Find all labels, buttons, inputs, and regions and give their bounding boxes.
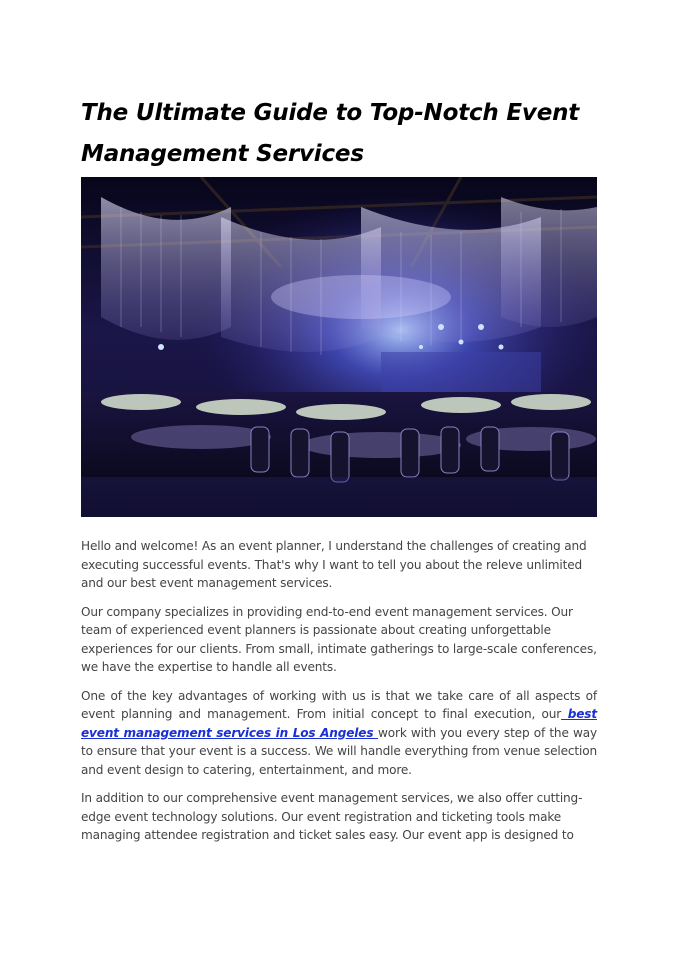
event-venue-illustration [81,177,597,517]
paragraph-advantages-text-before: One of the key advantages of working with us is that we take care of all aspects of event planning and management. From initial concept to final execution, our [81,688,597,721]
paragraph-advantages [81,687,597,780]
hero-image [81,177,597,517]
paragraph-advantages-text-after: work with you every step of the way to ensure that your event is a success. We will handle everything from venue selection and event design to catering, entertainment, and more. [81,725,597,777]
services-link[interactable]: best event management services in Los Angeles [81,707,597,740]
article-body [81,537,597,855]
paragraph-company: Our company specializes in providing end-to-end event management services. Our team of experienced event planners is passionate about creating unforgettable experiences for our clients. From small, intimate gatherings to large-scale conferences, we have the expertise to handle all events. [81,604,597,674]
paragraph-technology: In addition to our comprehensive event management services, we also offer cutting-edge event technology solutions. Our event registration and ticketing tools make managing attendee registration and ticket sales easy. Our event app is designed to [81,791,583,842]
page-title: The Ultimate Guide to Top-Notch Event Management Services [81,100,580,167]
paragraph-intro: Hello and welcome! As an event planner, I understand the challenges of creating and executing successful events. That's why I want to tell you about the releve unlimited and our best event management services. [81,539,587,590]
